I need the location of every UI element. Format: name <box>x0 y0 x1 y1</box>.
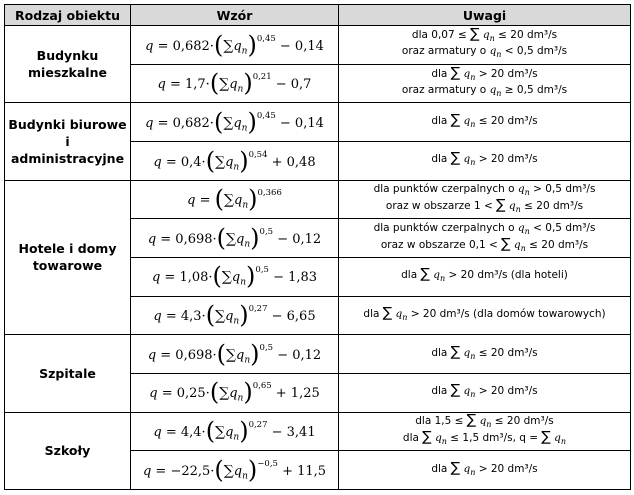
formula-table <box>4 4 631 490</box>
formula-cell: $q = 4,3\cdot(\sum q_n)^{0,27} - 6,65$ <box>131 296 339 335</box>
object-type-cell: Budynku mieszkalne <box>5 26 131 103</box>
formula-cell: $q = 1,7\cdot(\sum q_n)^{0,21} - 0,7$ <box>131 64 339 103</box>
table-body <box>5 26 631 490</box>
header-row <box>5 5 631 26</box>
note-cell: dla 1,5 ≤ ∑ $q_n \le 20$ dm³/s dla ∑ $q_n \le 1,5$ dm³/s, q = ∑ $q_n$ <box>339 412 631 451</box>
note-cell: dla ∑ $q_n \le 20$ dm³/s <box>339 335 631 374</box>
note-cell: dla punktów czerpalnych o $q_n < 0,5$ dm³/s oraz w obszarze 0,1 < ∑ $q_n \le 20$ dm³/s <box>339 219 631 258</box>
note-cell: dla punktów czerpalnych o $q_n > 0,5$ dm³/s oraz w obszarze 1 < ∑ $q_n \le 20$ dm³/s <box>339 180 631 219</box>
formula-cell: $q = (\sum q_n)^{0,366}$ <box>131 180 339 219</box>
note-cell: dla ∑ $q_n \le 20$ dm³/s <box>339 103 631 142</box>
formula-cell: $q = 0,682\cdot(\sum q_n)^{0,45} - 0,14$ <box>131 103 339 142</box>
note-cell: dla ∑ $q_n > 20$ dm³/s (dla hoteli) <box>339 257 631 296</box>
table-row <box>5 412 631 451</box>
note-cell: dla ∑ $q_n > 20$ dm³/s oraz armatury o $q_n \ge 0,5$ dm³/s <box>339 64 631 103</box>
table-row <box>5 180 631 219</box>
table-row <box>5 335 631 374</box>
table-row <box>5 26 631 65</box>
note-cell: dla ∑ $q_n > 20$ dm³/s (dla domów towarowych) <box>339 296 631 335</box>
header-formula: Wzór <box>131 5 339 26</box>
formula-cell: $q = 0,25\cdot(\sum q_n)^{0,65} + 1,25$ <box>131 373 339 412</box>
formula-cell: $q = -22,5\cdot(\sum q_n)^{-0,5} + 11,5$ <box>131 451 339 490</box>
object-type-cell: Szkoły <box>5 412 131 489</box>
table-row <box>5 103 631 142</box>
object-type-cell: Szpitale <box>5 335 131 412</box>
header-object-type: Rodzaj obiektu <box>5 5 131 26</box>
note-cell: dla ∑ $q_n > 20$ dm³/s <box>339 451 631 490</box>
formula-cell: $q = 0,698\cdot(\sum q_n)^{0,5} - 0,12$ <box>131 335 339 374</box>
object-type-cell: Budynki biurowe i administracyjne <box>5 103 131 180</box>
formula-cell: $q = 0,682\cdot(\sum q_n)^{0,45} - 0,14$ <box>131 26 339 65</box>
note-cell: dla 0,07 ≤ ∑ $q_n \le 20$ dm³/s oraz armatury o $q_n < 0,5$ dm³/s <box>339 26 631 65</box>
formula-cell: $q = 0,698\cdot(\sum q_n)^{0,5} - 0,12$ <box>131 219 339 258</box>
header-notes: Uwagi <box>339 5 631 26</box>
formula-cell: $q = 1,08\cdot(\sum q_n)^{0,5} - 1,83$ <box>131 257 339 296</box>
note-cell: dla ∑ $q_n > 20$ dm³/s <box>339 141 631 180</box>
object-type-cell: Hotele i domy towarowe <box>5 180 131 335</box>
formula-cell: $q = 4,4\cdot(\sum q_n)^{0,27} - 3,41$ <box>131 412 339 451</box>
formula-cell: $q = 0,4\cdot(\sum q_n)^{0,54} + 0,48$ <box>131 141 339 180</box>
note-cell: dla ∑ $q_n > 20$ dm³/s <box>339 373 631 412</box>
